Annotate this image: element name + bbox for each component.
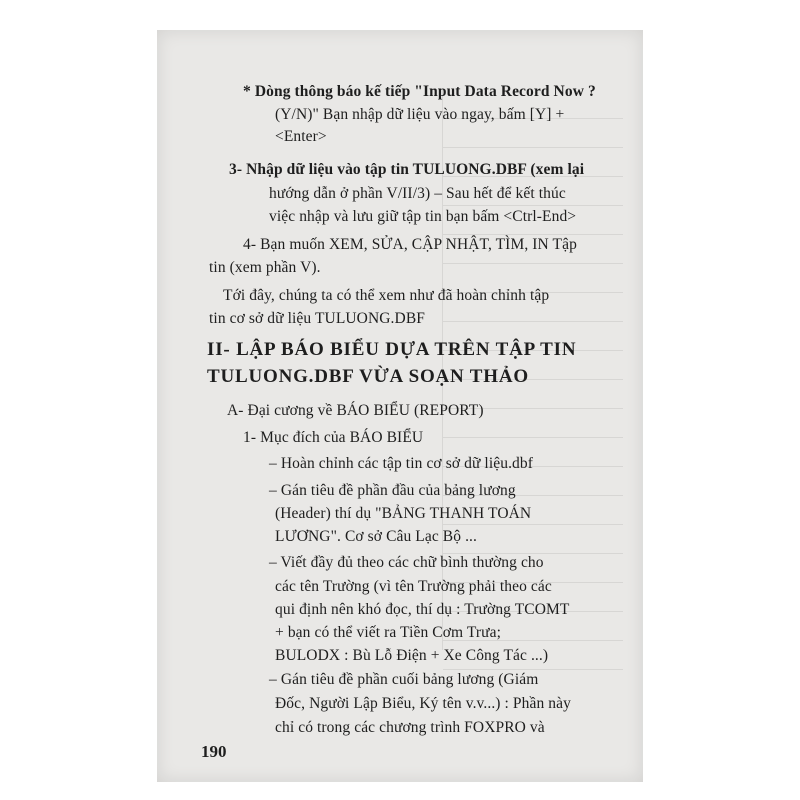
text-line: Đốc, Người Lập Biểu, Ký tên v.v...) : Phần này [275, 695, 571, 712]
text-line: qui định nên khó đọc, thí dụ : Trường TCOMT [275, 601, 570, 618]
text-line: – Gán tiêu đề phần cuối bảng lương (Giám [269, 671, 539, 688]
section-heading: II- LẬP BÁO BIỂU DỰA TRÊN TẬP TIN [207, 339, 577, 360]
text-line: – Hoàn chỉnh các tập tin cơ sở dữ liệu.dbf [269, 455, 534, 472]
page-number: 190 [201, 742, 227, 761]
subsection-heading: 1- Mục đích của BÁO BIỂU [243, 429, 424, 446]
text-line: + bạn có thể viết ra Tiền Cơm Trưa; [275, 624, 502, 641]
text-line: <Enter> [275, 128, 327, 145]
text-line: 3- Nhập dữ liệu vào tập tin TULUONG.DBF (xem lại [229, 161, 585, 178]
text-line: 4- Bạn muốn XEM, SỬA, CẬP NHẬT, TÌM, IN Tập [243, 236, 577, 253]
text-line: việc nhập và lưu giữ tập tin bạn bấm <Ctrl-End> [269, 208, 577, 225]
text-line: LƯƠNG". Cơ sở Câu Lạc Bộ ... [275, 528, 477, 545]
text-line: chỉ có trong các chương trình FOXPRO và [275, 719, 545, 736]
text-line: – Gán tiêu đề phần đầu của bảng lương [269, 482, 516, 499]
text-line: – Viết đầy đủ theo các chữ bình thường cho [269, 554, 544, 571]
text-line: tin cơ sở dữ liệu TULUONG.DBF [209, 310, 425, 327]
text-line: hướng dẫn ở phần V/II/3) – Sau hết để kết thúc [269, 185, 566, 202]
book-page [157, 30, 643, 782]
text-line: Tới đây, chúng ta có thể xem như đã hoàn chỉnh tập [223, 287, 550, 304]
text-line: * Dòng thông báo kế tiếp "Input Data Record Now ? [243, 83, 596, 100]
subsection-heading: A- Đại cương về BÁO BIỂU (REPORT) [227, 402, 484, 419]
text-line: (Y/N)" Bạn nhập dữ liệu vào ngay, bấm [Y] + [275, 106, 565, 123]
text-line: các tên Trường (vì tên Trường phải theo các [275, 578, 552, 595]
text-line: (Header) thí dụ "BẢNG THANH TOÁN [275, 505, 532, 522]
section-heading: TULUONG.DBF VỪA SOẠN THẢO [207, 366, 529, 387]
text-line: BULODX : Bù Lỗ Điện + Xe Công Tác ...) [275, 647, 549, 664]
text-line: tin (xem phần V). [209, 259, 321, 276]
